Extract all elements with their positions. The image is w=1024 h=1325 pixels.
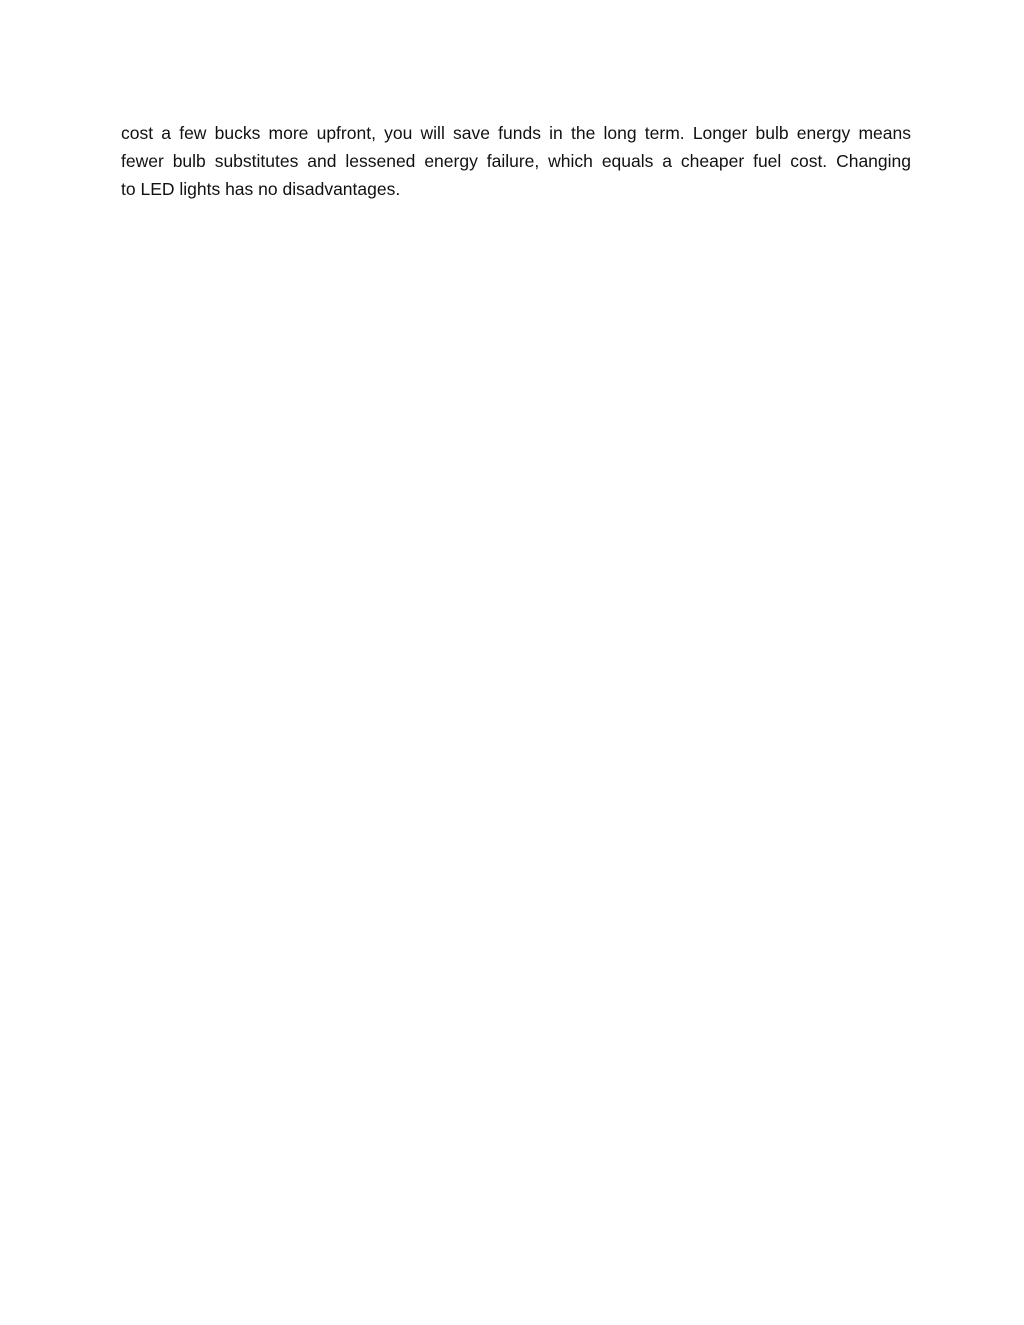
body-paragraph: [121, 119, 911, 203]
paragraph-line: to LED lights has no disadvantages.: [121, 179, 401, 199]
paragraph-line: fewer bulb substitutes and lessened energy failure, which equals a cheaper fuel cost. Changing: [121, 151, 911, 171]
paragraph-line: cost a few bucks more upfront, you will save funds in the long term. Longer bulb energy means: [121, 123, 911, 143]
